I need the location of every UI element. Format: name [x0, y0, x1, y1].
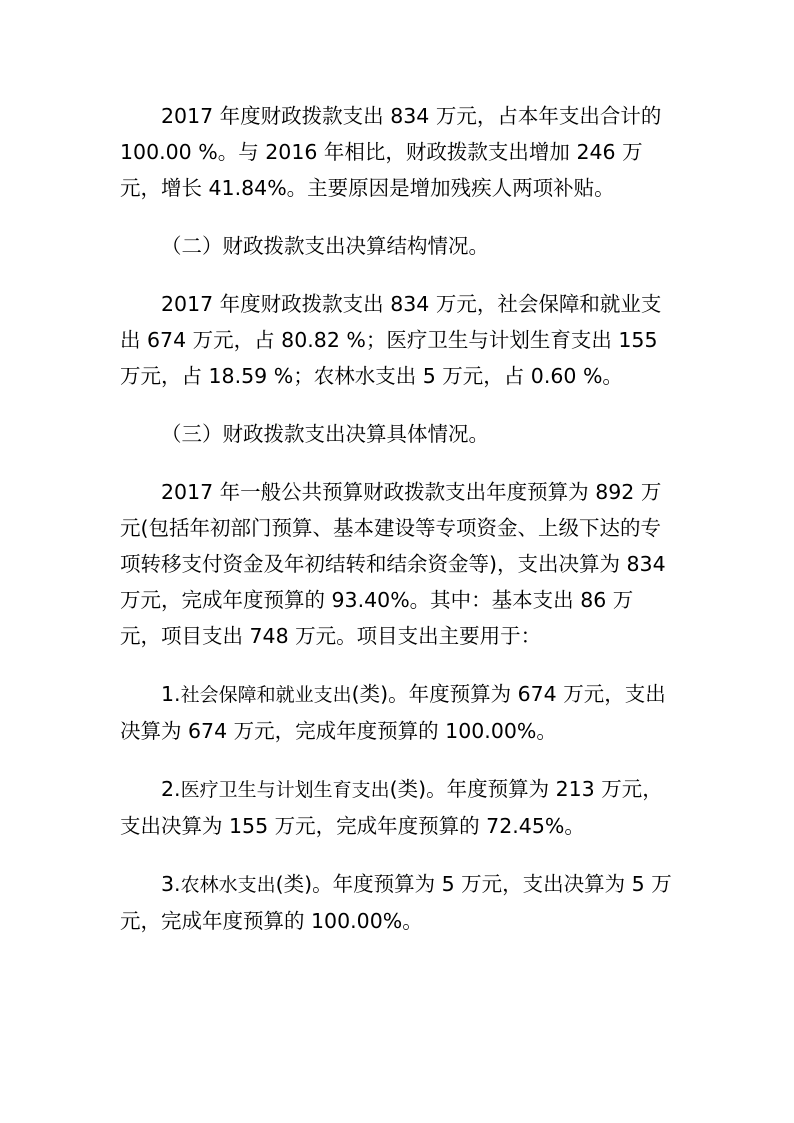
- list-item-social-security: [120, 676, 672, 749]
- list-item-text: (类)。年度预算为 213 万元，支出决算为 155 万元，完成年度预算的 72.45%。: [120, 777, 663, 838]
- list-item-healthcare: [120, 771, 672, 844]
- list-item-text: (类)。年度预算为 5 万元，支出决算为 5 万元，完成年度预算的 100.00%。: [120, 872, 672, 933]
- list-item-text: (类)。年度预算为 674 万元，支出决算为 674 万元，完成年度预算的 100.00%。: [120, 682, 666, 743]
- list-item-category: 社会保障和就业支出: [180, 684, 352, 706]
- list-item-agriculture: [120, 866, 672, 939]
- list-item-number: 1.: [161, 682, 181, 706]
- document-body: [120, 98, 672, 961]
- paragraph-expenditure-structure: 2017 年度财政拨款支出 834 万元，社会保障和就业支出 674 万元，占 80.82 %；医疗卫生与计划生育支出 155 万元，占 18.59 %；农林水支出 5 万元，占 0.60 %。: [120, 292, 662, 388]
- list-item-number: 3.: [161, 872, 181, 896]
- section-heading-structure: （二）财政拨款支出决算结构情况。: [161, 234, 489, 258]
- paragraph-budget-details: 2017 年一般公共预算财政拨款支出年度预算为 892 万元(包括年初部门预算、基本建设等专项资金、上级下达的专项转移支付资金及年初结转和结余资金等)，支出决算为 834 万元，完成年度预算的 93.40%。其中：基本支出 86 万元，项目支出 748 万元。项目支出主要用于：: [120, 480, 666, 648]
- list-item-category: 农林水支出: [180, 874, 276, 896]
- paragraph-expenditure-overview: 2017 年度财政拨款支出 834 万元，占本年支出合计的 100.00 %。与 2016 年相比，财政拨款支出增加 246 万元，增长 41.84%。主要原因是增加残疾人两项补贴。: [120, 104, 662, 200]
- section-heading-details: （三）财政拨款支出决算具体情况。: [161, 422, 489, 446]
- list-item-number: 2.: [161, 777, 181, 801]
- list-item-category: 医疗卫生与计划生育支出: [180, 779, 390, 801]
